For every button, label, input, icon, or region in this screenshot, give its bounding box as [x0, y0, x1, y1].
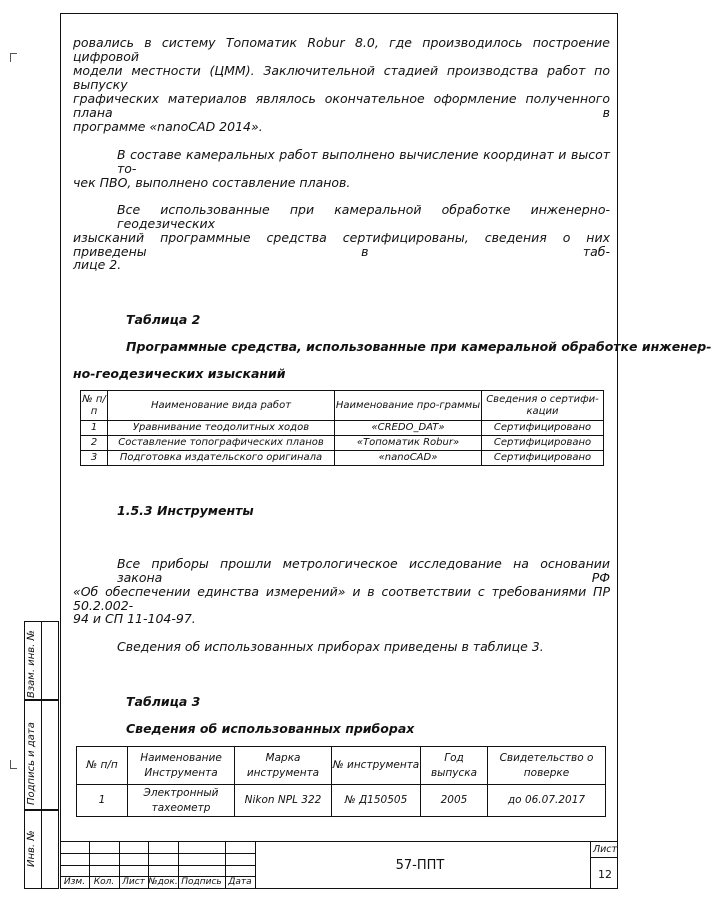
paragraph-line: Все приборы прошли метрологическое исследование на основании закона РФ [117, 556, 610, 585]
paragraph-line: графических материалов являлось окончательное оформление полученного плана в [73, 91, 610, 120]
table2-header: Наименование про-граммы [335, 391, 482, 421]
title-block-label: Подпись [181, 877, 222, 887]
paragraph-line: лице 2. [73, 257, 122, 272]
title-block-label: Лист [122, 877, 145, 887]
table-cell: № Д150505 [332, 785, 421, 817]
side-stamp-label: Инв. № [26, 830, 37, 867]
table-row [81, 421, 604, 436]
table3-title: Сведения об использованных приборах [126, 721, 415, 736]
title-block-label: Кол. [93, 877, 115, 887]
table-row [81, 436, 604, 451]
paragraph-line: 94 и СП 11-104-97. [73, 611, 196, 626]
table3-header: Год выпуска [421, 747, 488, 785]
paragraph-line: Сведения об использованных приборах приведены в таблице 3. [117, 639, 544, 654]
table3-header: Наименование Инструмента [128, 747, 235, 785]
table2 [80, 390, 604, 466]
table-cell: Сертифицировано [482, 421, 604, 436]
paragraph-line: изысканий программные средства сертифицированы, сведения о них приведены в таб- [73, 230, 610, 259]
side-stamp-label: Подпись и дата [26, 722, 37, 805]
table3-caption: Таблица 3 [126, 694, 201, 709]
title-block-label: Дата [228, 877, 252, 887]
title-block-label: Изм. [63, 877, 86, 887]
table-cell: Сертифицировано [482, 451, 604, 466]
table-cell: Сертифицировано [482, 436, 604, 451]
table-cell: 2 [81, 436, 108, 451]
table-cell: Электронный тахеометр [128, 785, 235, 817]
table-cell: 1 [81, 421, 108, 436]
table3-header: Свидетельство о поверке [488, 747, 606, 785]
side-stamp-signature-date [24, 700, 59, 810]
table3-header: № п/п [77, 747, 128, 785]
table-row [81, 451, 604, 466]
paragraph-line: ровались в систему Топоматик Robur 8.0, где производилось построение цифровой [73, 35, 610, 64]
table2-title-line1: Программные средства, использованные при камеральной обработке инженер- [126, 339, 711, 354]
sheet-label: Лист [592, 844, 618, 855]
table2-caption: Таблица 2 [126, 312, 201, 327]
table3-header: Марка инструмента [235, 747, 332, 785]
side-stamp-inv [24, 810, 59, 889]
table3 [76, 746, 606, 817]
table-cell: 2005 [421, 785, 488, 817]
table-cell: «nanoCAD» [335, 451, 482, 466]
table2-header: Наименование вида работ [108, 391, 335, 421]
table-cell: Уравнивание теодолитных ходов [108, 421, 335, 436]
paragraph-line: Все использованные при камеральной обработке инженерно-геодезических [117, 202, 610, 231]
table-cell: Составление топографических планов [108, 436, 335, 451]
title-block-label: №док. [148, 877, 178, 887]
table-cell: «Топоматик Robur» [335, 436, 482, 451]
paragraph-line: В составе камеральных работ выполнено вычисление координат и высот то- [117, 147, 610, 176]
paragraph-line: программе «nanoCAD 2014». [73, 119, 263, 134]
table2-header: № п/п [81, 391, 108, 421]
table-cell: Nikon NPL 322 [235, 785, 332, 817]
table3-header: № инструмента [332, 747, 421, 785]
paragraph-line: модели местности (ЦММ). Заключительной стадией производства работ по выпуску [73, 63, 610, 92]
table-cell: до 06.07.2017 [488, 785, 606, 817]
sheet-number: 12 [598, 868, 612, 881]
title-block [60, 841, 618, 889]
paragraph-line: «Об обеспечении единства измерений» и в соответствии с требованиями ПР 50.2.002- [73, 584, 610, 613]
paragraph-line: чек ПВО, выполнено составление планов. [73, 175, 351, 190]
table-cell: «CREDO_DAT» [335, 421, 482, 436]
table2-title-line2: но-геодезических изысканий [73, 366, 286, 381]
table-cell: 3 [81, 451, 108, 466]
table2-header: Сведения о сертифи-кации [482, 391, 604, 421]
document-code: 57-ППТ [395, 858, 445, 873]
side-stamp-replaced-inv [24, 621, 59, 700]
table-row [77, 785, 606, 817]
crop-mark-top [10, 53, 17, 62]
table-cell: Подготовка издательского оригинала [108, 451, 335, 466]
section-heading: 1.5.3 Инструменты [117, 503, 254, 518]
table-cell: 1 [77, 785, 128, 817]
side-stamp-label: Взам. инв. № [26, 630, 37, 698]
crop-mark-bottom [10, 760, 17, 769]
